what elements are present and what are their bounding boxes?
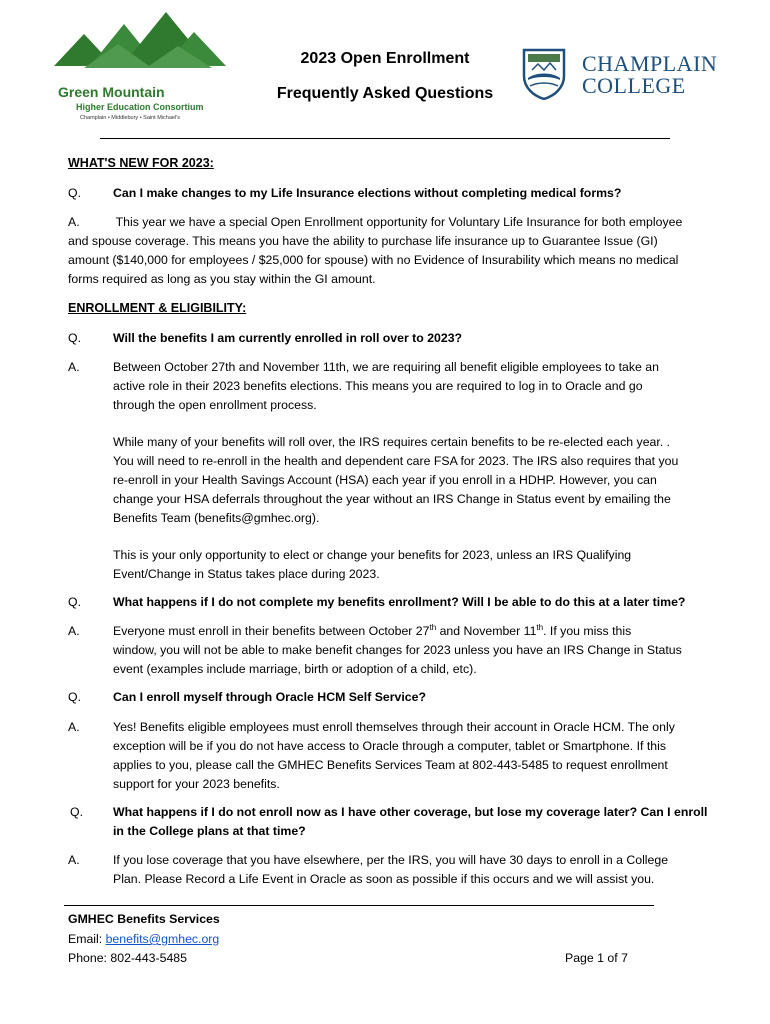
document-title: 2023 Open Enrollment — [300, 50, 470, 67]
question-text: Will the benefits I am currently enrolled in roll over to 2023? — [113, 331, 463, 345]
question-text: Can I enroll myself through Oracle HCM Self Service? — [113, 690, 426, 704]
answer-line: Benefits Team (benefits@gmhec.org). — [113, 511, 320, 525]
answer-line: support for your 2023 benefits. — [113, 777, 280, 791]
answer-paragraph — [113, 433, 678, 528]
footer-divider — [64, 905, 654, 907]
answer-line: This year we have a special Open Enrollment opportunity for Voluntary Life Insurance for both employee — [115, 215, 683, 229]
answer-line: Everyone must enroll in their benefits between October 27th and November 11th. If you miss this — [113, 622, 632, 638]
question-text — [113, 803, 707, 841]
answer-line: re-enroll in your Health Savings Account (HSA) each year if you enroll in a HDHP. However, you can — [113, 473, 657, 487]
college-name-line1: CHAMPLAIN — [582, 51, 718, 76]
answer-line: through the open enrollment process. — [113, 398, 317, 412]
green-mountain-logo — [54, 8, 234, 120]
answer-block — [68, 213, 682, 289]
section-heading-whats-new: WHAT'S NEW FOR 2023: — [68, 156, 214, 170]
answer-line: Plan. Please Record a Life Event in Oracle as soon as possible if this occurs and we will assist you. — [113, 872, 655, 886]
answer-line: While many of your benefits will roll over, the IRS requires certain benefits to be re-elected each year. . — [113, 435, 671, 449]
answer-line: event (examples include marriage, birth or adoption of a child, etc). — [113, 662, 477, 676]
footer-email — [68, 932, 219, 946]
answer-label: A. — [68, 215, 80, 229]
answer-line: active role in their 2023 benefits elections. This means you are required to log in to Oracle and go — [113, 379, 643, 393]
answer-paragraph — [113, 622, 682, 679]
question-label: Q. — [68, 690, 81, 704]
answer-paragraph — [113, 718, 675, 794]
answer-line: amount ($140,000 for employees / $25,000 for spouse) with no Evidence of Insurability which means no medical — [68, 253, 679, 267]
answer-line: If you lose coverage that you have elsewhere, per the IRS, you will have 30 days to enroll in a College — [113, 853, 669, 867]
answer-label: A. — [68, 720, 80, 734]
champlain-college-logo — [518, 48, 748, 104]
answer-label: A. — [68, 624, 80, 638]
answer-line: window, you will not be able to make benefit changes for 2023 unless you have an IRS Change in Status — [113, 643, 682, 657]
answer-line: and spouse coverage. This means you have the ability to purchase life insurance up to Guarantee Issue (GI) — [68, 234, 658, 248]
question-line: What happens if I do not enroll now as I have other coverage, but lose my coverage later? Can I enroll — [113, 805, 708, 819]
answer-label: A. — [68, 853, 80, 867]
email-link[interactable]: benefits@gmhec.org — [105, 932, 220, 946]
logo-name: Green Mountain — [58, 84, 165, 100]
answer-paragraph — [113, 851, 668, 889]
question-label: Q. — [68, 595, 81, 609]
answer-label: A. — [68, 360, 80, 374]
answer-line: Between October 27th and November 11th, we are requiring all benefit eligible employees to take an — [113, 360, 659, 374]
question-label: Q. — [68, 331, 81, 345]
answer-line: exception will be if you do not have access to Oracle through a computer, tablet or Smartphone. If this — [113, 739, 666, 753]
answer-line: You will need to re-enroll in the health and dependent care FSA for 2023. The IRS also requires that you — [113, 454, 679, 468]
answer-line: Yes! Benefits eligible employees must enroll themselves through their account in Oracle HCM. The only — [113, 720, 675, 734]
shield-icon — [522, 48, 566, 100]
question-label: Q. — [70, 805, 83, 819]
answer-line: Event/Change in Status takes place during 2023. — [113, 567, 380, 581]
footer-phone: Phone: 802-443-5485 — [68, 951, 187, 965]
header-divider — [100, 138, 670, 140]
answer-paragraph — [113, 358, 659, 415]
answer-paragraph — [113, 546, 631, 584]
page-number: Page 1 of 7 — [565, 951, 628, 965]
answer-line: forms required as long as you stay within the GI amount. — [68, 272, 376, 286]
footer-org: GMHEC Benefits Services — [68, 912, 220, 926]
section-heading-enrollment: ENROLLMENT & ELIGIBILITY: — [68, 301, 247, 315]
email-label: Email: — [68, 932, 106, 946]
logo-subtitle: Higher Education Consortium — [76, 102, 204, 112]
question-text: Can I make changes to my Life Insurance elections without completing medical forms? — [113, 186, 622, 200]
answer-line: applies to you, please call the GMHEC Benefits Services Team at 802-443-5485 to request enrollment — [113, 758, 668, 772]
answer-line: This is your only opportunity to elect or change your benefits for 2023, unless an IRS Qualifying — [113, 548, 632, 562]
answer-line: change your HSA deferrals throughout the year without an IRS Change in Status event by emailing the — [113, 492, 671, 506]
document-subtitle: Frequently Asked Questions — [276, 85, 494, 102]
question-line: in the College plans at that time? — [113, 824, 306, 838]
question-text: What happens if I do not complete my benefits enrollment? Will I be able to do this at a later time? — [113, 595, 686, 609]
college-name-line2: COLLEGE — [582, 73, 686, 98]
question-label: Q. — [68, 186, 81, 200]
logo-members: Champlain • Middlebury • Saint Michael's — [80, 115, 180, 121]
mountain-icon — [54, 8, 234, 88]
